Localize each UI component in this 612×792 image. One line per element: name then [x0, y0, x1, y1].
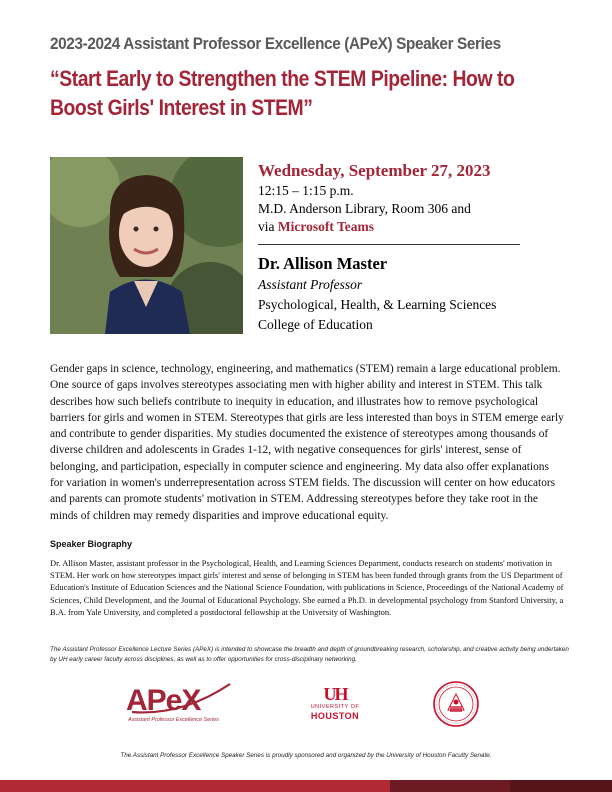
event-location: M.D. Anderson Library, Room 306 and	[258, 201, 471, 216]
bio-heading: Speaker Biography	[50, 539, 133, 549]
apex-tagline: Assistant Professor Excellence Series	[128, 717, 219, 723]
speaker-title: Assistant Professor	[258, 277, 363, 292]
speaker-name: Dr. Allison Master	[258, 254, 388, 273]
program-note: The Assistant Professor Excellence Lecture Series (APeX) is intended to showcase the breadth and depth of groundbreaking research, scholarship, and creative activity being undertaken by UH early career faculty across disciplines, as well as to offer opportunities for cross-disciplinary networking.	[50, 646, 569, 663]
uh-logo-line-1: UNIVERSITY OF	[310, 704, 360, 710]
apex-logo-graphic	[122, 680, 237, 725]
uh-logo-line-2: HOUSTON	[310, 711, 360, 721]
speaker-info	[258, 253, 558, 335]
talk-title	[50, 64, 543, 122]
talk-title-line-2: Boost Girls' Interest in STEM”	[50, 95, 313, 120]
event-time: 12:15 – 1:15 p.m.	[258, 183, 354, 198]
event-via	[258, 218, 538, 236]
talk-abstract: Gender gaps in science, technology, engineering, and mathematics (STEM) remain a large educational problem. One source of gaps involves stereotypes associating men with higher ability and interest in STEM. This talk describes how such beliefs contribute to inequity in education, and illustrates how to remove psychological barriers for girls and women in STEM. Stereotypes that girls are less interested than boys in STEM emerge early and contribute to gender disparities. My studies documented the existence of stereotypes among thousands of diverse children and adolescents in Grades 1-12, with negative consequences for girls' interest, sense of belonging, and participation, especially in computer science and engineering. My data also offer explanations for variation in women's underrepresentation across STEM fields. The discussion will center on how educators and parents can promote students' motivation in STEM. Addressing stereotypes before they take root in the minds of children may remedy disparities and improve educational equity.	[50, 363, 564, 522]
apex-logo	[122, 680, 237, 725]
sponsor-note: The Assistant Professor Excellence Speaker Series is proudly sponsored and organized by the University of Houston Faculty Senate.	[120, 752, 492, 759]
bio-text: Dr. Allison Master, assistant professor in the Psychological, Health, and Learning Sciences Department, conducts research on students' motivation in STEM. Her work on how stereotypes impact girls' interest and sense of belonging in STEM has been funded through grants from the US Department of Education's Institute of Education Sciences and the National Science Foundation, with publications in Science, Proceedings of the National Academy of Sciences, Child Development, and the Journal of Educational Psychology. She earned a Ph.D. in developmental psychology from Stanford University, a B.A. from Yale University, and completed a postdoctoral fellowship at the University of Washington.	[50, 558, 564, 617]
speaker-department: Psychological, Health, & Learning Sciences	[258, 297, 497, 312]
event-via-prefix: via	[258, 219, 275, 234]
talk-title-line-1: “Start Early to Strengthen the STEM Pipeline: How to	[50, 66, 515, 91]
uh-interlocking-icon: UH	[323, 684, 347, 704]
footer-segment-red	[0, 780, 390, 792]
seal-icon	[432, 680, 480, 728]
footer-segment-maroon	[390, 780, 510, 792]
event-date: Wednesday, September 27, 2023	[258, 161, 491, 180]
footer-bar	[0, 780, 612, 792]
speaker-portrait-illustration	[50, 157, 243, 334]
footer-segment-dark	[510, 780, 612, 792]
microsoft-teams-link[interactable]: Microsoft Teams	[277, 219, 374, 234]
speaker-photo	[50, 157, 243, 334]
divider	[258, 244, 520, 245]
apex-wordmark: APeX	[126, 684, 201, 717]
faculty-senate-seal	[432, 680, 480, 728]
event-details	[258, 160, 538, 236]
series-title: 2023-2024 Assistant Professor Excellence (APeX) Speaker Series	[50, 34, 501, 53]
uh-logo	[300, 684, 370, 726]
speaker-college: College of Education	[258, 317, 373, 332]
